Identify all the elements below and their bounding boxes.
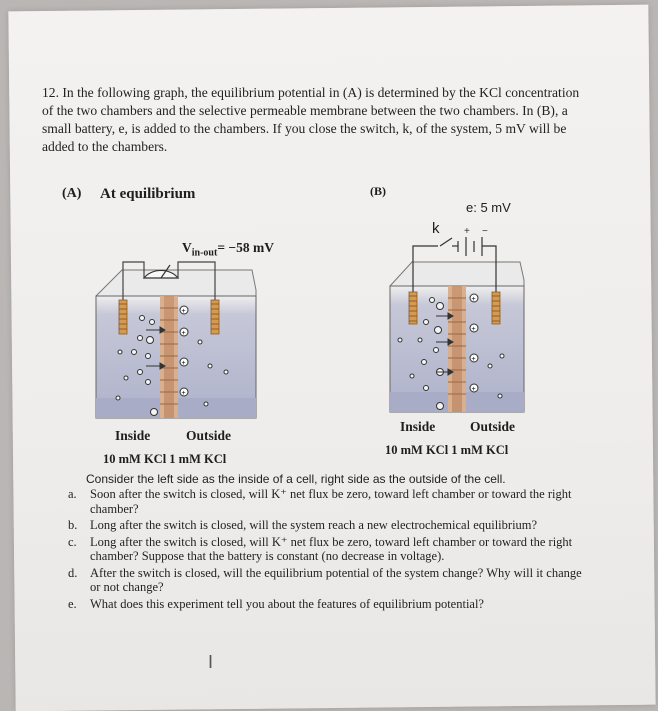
- battery-plus: +: [464, 226, 470, 237]
- electrode-left-b: [409, 292, 417, 324]
- figure-b-apparatus: [390, 226, 524, 412]
- electrode-right-b: [492, 292, 500, 324]
- item-letter: e.: [68, 596, 77, 611]
- figure-b-concentrations: 10 mM KCl 1 mM KCl: [385, 443, 509, 457]
- question-items: [68, 487, 588, 613]
- svg-text:+: +: [471, 326, 476, 333]
- svg-text:+: +: [181, 330, 186, 337]
- svg-text:+: +: [471, 386, 476, 393]
- svg-text:+: +: [181, 390, 186, 397]
- switch-icon: [440, 238, 452, 246]
- figure-b-outside-label: Outside: [470, 419, 516, 434]
- question-intro: 12. In the following graph, the equilibrium potential in (A) is determined by the KCl concentration of the two chambers and the selective permeable membrane between the two chambers. In (B), a small battery, e, is added to the chambers. If you close the switch, k, of the system, 5 mV will be added to the chambers.: [42, 85, 580, 154]
- consider-note: Consider the left side as the inside of a cell, right side as the outside of the cell.: [86, 472, 506, 486]
- figure-a-outside-label: Outside: [186, 428, 232, 443]
- item-text: Long after the switch is closed, will K⁺ net flux be zero, toward left chamber or toward the right chamber? Suppose that the battery is constant (no decrease in voltage).: [90, 534, 573, 563]
- switch-label: k: [432, 220, 440, 237]
- item-letter: a.: [68, 487, 77, 501]
- membrane-b: [448, 286, 466, 412]
- svg-text:+: +: [471, 356, 476, 363]
- figure-a-label: (A): [62, 186, 82, 201]
- electrode-right-a: [211, 300, 219, 334]
- text-cursor-icon: I: [208, 652, 214, 672]
- figure-a-concentrations: 10 mM KCl 1 mM KCl: [103, 452, 227, 466]
- battery-minus: −: [482, 226, 488, 237]
- figure-a-title: At equilibrium: [100, 186, 196, 202]
- list-item: [68, 597, 588, 612]
- battery-label: e: 5 mV: [466, 200, 511, 215]
- voltage-subscript: in-out: [191, 247, 218, 259]
- figure-a-apparatus: [96, 262, 256, 418]
- voltage-value: = −58 mV: [217, 240, 274, 255]
- list-item: [68, 518, 588, 533]
- list-item: [68, 566, 588, 595]
- item-text: Soon after the switch is closed, will K⁺ net flux be zero, toward left chamber or toward the right chamber?: [90, 487, 572, 516]
- voltage-symbol: V: [182, 240, 192, 255]
- svg-text:+: +: [471, 296, 476, 303]
- membrane-a: [160, 296, 178, 418]
- figure-b-inside-label: Inside: [400, 419, 436, 434]
- battery-icon: [458, 237, 482, 256]
- item-letter: d.: [68, 565, 78, 580]
- item-text: What does this experiment tell you about the features of equilibrium potential?: [90, 596, 484, 611]
- item-letter: b.: [68, 518, 78, 532]
- item-text: Long after the switch is closed, will the system reach a new electrochemical equilibrium?: [90, 518, 538, 532]
- electrode-left-a: [119, 300, 127, 334]
- list-item: [68, 535, 588, 564]
- figure-a-inside-label: Inside: [115, 428, 151, 443]
- figure-b-label: (B): [370, 184, 386, 198]
- svg-text:+: +: [181, 308, 186, 315]
- svg-text:+: +: [181, 360, 186, 367]
- list-item: [68, 487, 588, 516]
- item-letter: c.: [68, 534, 77, 549]
- item-text: After the switch is closed, will the equilibrium potential of the system change? Why will it change or not change?: [90, 565, 582, 594]
